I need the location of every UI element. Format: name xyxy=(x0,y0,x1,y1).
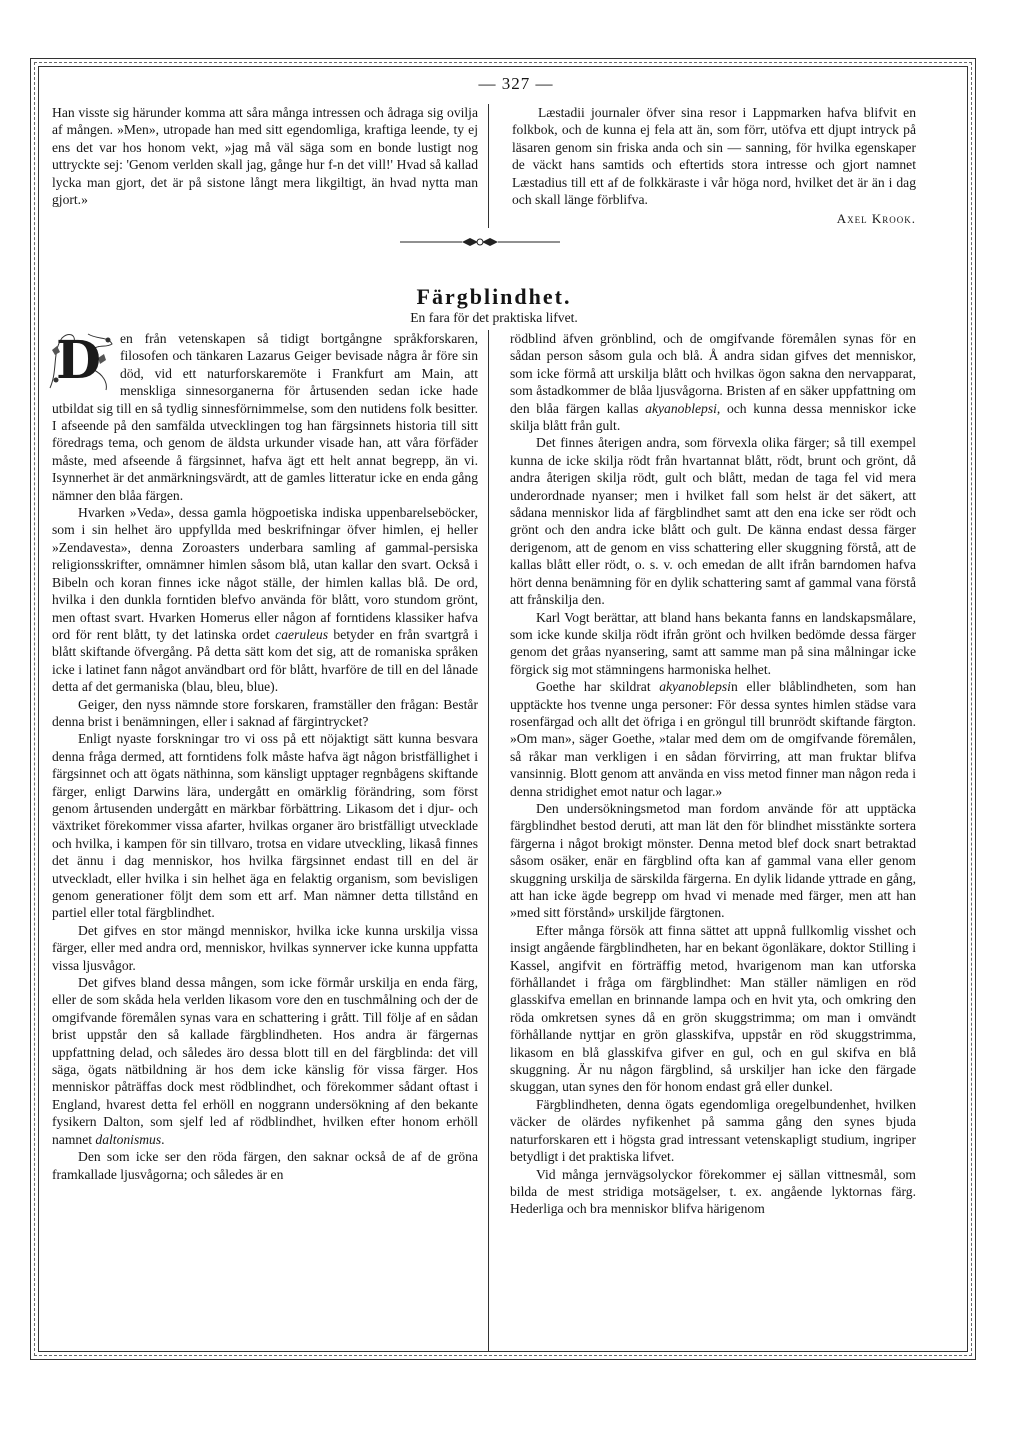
article-paragraph-1-text: en från vetenskapen så tidigt bortgångne språkforskaren, filosofen och tänkaren Lazarus Geiger bevisade några år före sin död, vid ett naturforskaremöte i Frankfurt am Main, att menskliga sinnesorganerna för årtusenden sedan icke hade utbildat sig till en så tydlig sinnesförnimmelse, som den nutidens folk besitter. I afseende på den samfälda utvecklingen tog han färgsinnets historia till sitt föredrags tema, och genom de äldsta urkunder visade han, att våra förfäder måste, med afseende å färgsinnet, hafva ägt ett helt annat begrepp, än vi. Isynnerhet är det anmärkningsvärdt, att de gamles litteratur icke en enda gång nämner den blåa färgen. xyxy=(52,331,478,503)
main-column-divider xyxy=(488,330,489,1352)
italic-term: akyanoblepsi xyxy=(645,400,717,416)
article-right-column xyxy=(510,330,916,1218)
italic-term: akyanoblepsi xyxy=(659,679,731,695)
top-left-paragraph: Han visste sig härunder komma att såra många intressen och ådraga sig ovilja af mången. »Men», utropade han med sitt egendomliga, kraftiga leende, ty ej ens det var hos honom vekt, »jag må väl säga som en bonde lustigt nog uttryckte sej: 'Genom verlden skall jag, gånge hur f-n det vill!' Hvad så kallad lycka man gjort, det är på sistone långt mera likgiltigt, än hvad nytta man gjort.» xyxy=(52,105,478,208)
italic-term: daltonismus xyxy=(95,1131,162,1147)
dropcap-letter: D xyxy=(56,330,102,391)
article-paragraph-13: Efter många försök att finna sättet att uppnå fullkomlig visshet och insigt angående färgblindheten, har en bekant ögonläkare, doktor Stilling i Kassel, angifvit en förträffig metod, hvarigenom man kan utforska förhållandet i fråga om färgblindhet: Man ställer nämligen en röd glasskifva emellan en brinnande lampa och en hvit yta, och omkring den röda omkretsen synes då en grön skuggstrimma; om man i omvändt förhållande nyttjar en grön glasskifva, uppstår en röd skuggstrimma, likasom en blå glasskifva gifver en gul, och en gul skifva en blå skuggning. Är nu någon färgblind, så urskiljer han icke den färgade skuggan, utan synes den för honom endast grå eller dunkel. xyxy=(510,922,916,1095)
top-column-divider xyxy=(488,104,489,228)
article-paragraph-4: Enligt nyaste forskningar tro vi oss på ett nöjaktigt sätt kunna besvara denna fråga dermed, att forntidens folk måste hafva ägt någon bristfällighet i färgsinnet och att ögats näthinna, som känsligt upptager regnbågens skiftande färger, enligt Darwins lära, undergått en omärklig förändring, som först genom årtusenden undergått en märkbar förbättring. Likasom det i djur- och växtriket förekommer vissa afarter, hvilkas organer äro bristfälligt utvecklade och hvilka, i kampen för sin tillvaro, trotsa en vidare utveckling, likaså finnes det ännu i dag menniskor, hos hvilka färgsinnet endast till en del är utveckladt, eller hvilka i sin helhet äga en felaktig organism, som bevisligen genom generationer följt dem som ett arf. Man nämner detta tillstånd en partiel eller total färgblindhet. xyxy=(52,731,478,921)
ornamental-initial xyxy=(48,330,114,392)
article-paragraph-6: Det gifves bland dessa mången, som icke förmår urskilja en enda färg, eller de som skåda hela verlden likasom vore den en tuschmålning och der de omgifvande föremålen synas vara en schattering i grått. Till följe af en sådan brist uppstår den så kallade färgblindheten. Hos andra är färgernas uppfattning delad, och således äro dessa blott till en del färgblinda: det vill säga, ögats nätbildning är hos dem icke känslig för vissa färger. Hos menniskor påträffas dock mest rödblindhet, och förekommer sådant oftast i England, hvarest detta fel erhöll en noggrann undersökning af den bekante fysikern Dalton, som sjelf led af rödblindhet, hvilken efter honom erhöll namnet daltonismus. xyxy=(52,975,478,1147)
article-paragraph-10: Karl Vogt berättar, att bland hans bekanta fanns en landskapsmålare, som icke kunde skilja rödt ifrån grönt och hvilken bedömde dessa färger genom det gråas nyansering, samt att samme man på sina målningar icke förgick sig mot stämningens harmoniska helhet. xyxy=(510,609,916,677)
italic-term: caeruleus xyxy=(275,626,329,642)
article-paragraph-11: Goethe har skildrat akyanoblepsin eller blåblindheten, som han upptäckte hos tvenne unga personer: För dessa syntes himlen städse vara rosenfärgad och allt det öfriga i en gröngul till brunrödt skiftande färgton. »Om man», säger Goethe, »talar med dem om de omgifvande föremålen, så råkar man verkligen i en sådan förvirring, att man fruktar blifva vansinnig. Blott genom att använda en viss metod finner man någon reda i denna stridighet emot natur och lagar.» xyxy=(510,679,916,799)
article-left-column xyxy=(52,330,478,1183)
article-paragraph-8: rödblind äfven grönblind, och de omgifvande föremålen synas för en sådan person såsom gula och blå. Å andra sidan gifves det menniskor, som icke förmå att urskilja blått och hvilkas ögon sakna den nervapparat, som åstadkommer de blåa ljusvågorna. Bristen af en säker uppfattning om den blåa färgen kallas akyanoblepsi, och kunna dessa menniskor icke skilja blått från gult. xyxy=(510,331,916,434)
article-paragraph-1 xyxy=(52,330,478,504)
article-subtitle: En fara för det praktiska lifvet. xyxy=(410,310,578,325)
article-paragraph-5: Det gifves en stor mängd menniskor, hvilka icke kunna urskilja vissa färger, eller med andra ord, menniskor, hvilkas synnerver icke kunna uppfatta vissa ljusvågor. xyxy=(52,922,478,973)
article-paragraph-7: Den som icke ser den röda färgen, den saknar också de af de gröna framkallade ljusvågorna; och således är en xyxy=(52,1149,478,1182)
article-paragraph-14: Färgblindheten, denna ögats egendomliga oregelbundenhet, hvilken väcker de olärdes nyfikenhet på samma gång den synes bjuda naturforskaren ett i högsta grad intressant vetenskapligt studium, ingriper betydligt i det praktiska lifvet. xyxy=(510,1096,916,1165)
top-right-column xyxy=(512,104,916,228)
article-paragraph-9: Det finnes återigen andra, som förvexla olika färger; så till exempel kunna de icke skilja rödt från hvartannat blått, rödt, brunt och grönt, då andra återigen skilja rödt, gult och blått, medan de taga fel vid mera underordnade nyanser; men i hvilket fall som helst är det säkert, att sådana menniskor lida af färgblindhet samt att den ena icke ser rödt och grönt och den andra icke blått och gult. De känna endast dessa färger derigenom, att de genom en viss schattering eller skuggning förstå, att de kallas blått eller rödt, o. s. v. och emedan de allt ifrån barndomen hafva hört denna benämning för en dylik schattering samt af gammal vana förstå att frånskilja den. xyxy=(510,435,916,608)
section-divider-ornament xyxy=(400,234,560,250)
article-paragraph-2: Hvarken »Veda», dessa gamla högpoetiska indiska uppenbarelseböcker, som i sin helhet äro uppfyllda med beskrifningar öfver himlen, ej heller »Zendavesta», denna Zoroasters underbara samling af gammal-persiska religionsskrifter, omnämner himlen såsom blå, utan kallar den svart. Också i Bibeln och koran finnes icke något ställe, der himlen kallas blå. De ord, hvilka i den dunkla forntiden blefvo använda för blått, voro stundom grönt, men oftast svart. Hvarken Homerus eller någon af forntidens klassiker hafva ord för rent blått, ty det latinska ordet caeruleus betyder en från svartgrå i blått skiftande öfvergång. På detta sätt kom det sig, att de romaniska språken icke i latinet fann något användbart ord för blått, hvarföre de till en del lånade detta af det germaniska (blau, bleu, blue). xyxy=(52,505,479,695)
top-left-column xyxy=(52,104,478,208)
article-paragraph-12: Den undersökningsmetod man fordom använde för att upptäcka färgblindhet bestod deruti, att man lät den för blindhet misstänkte sortera färgerna i något brokigt mönster. Denna metod blef dock snart betraktad såsom osäker, enär en färgblind ofta kan af gammal vana eller genom skuggning urskilja de särskilda färgerna. En dylik lidande yttrade en gång, att han icke ägde begrepp om hvad vi menade med färger, men att han »med sitt förstånd» urskiljde färgtonen. xyxy=(510,800,916,921)
top-right-paragraph: Læstadii journaler öfver sina resor i Lappmarken hafva blifvit en folkbok, och de kunna ej fela att än, som förr, utöfva ett djupt intryck på läsaren genom sin friska anda och sin — sanning, för hvilka egenskaper de väckt hans samtids och eftertids stora intresse och gjort namnet Læstadius till ett af de folkkäraste i vår höga nord, hvilket det är än i dag och skall länge förblifva. xyxy=(512,105,916,208)
article-paragraph-15: Vid många jernvägsolyckor förekommer ej sällan vittnesmål, som bilda de mest stridiga motsägelser, t. ex. angående lyktornas färg. Hederliga och bra menniskor blifva härigenom xyxy=(510,1166,916,1217)
article-title: Färgblindhet. xyxy=(416,284,572,309)
author-signature: Axel Krook. xyxy=(836,211,916,227)
page-number: — 327 — xyxy=(478,74,554,93)
article-paragraph-3: Geiger, den nyss nämnde store forskaren, framställer den frågan: Består denna brist i benämningen, eller i saknad af färgintrycket? xyxy=(52,696,478,729)
